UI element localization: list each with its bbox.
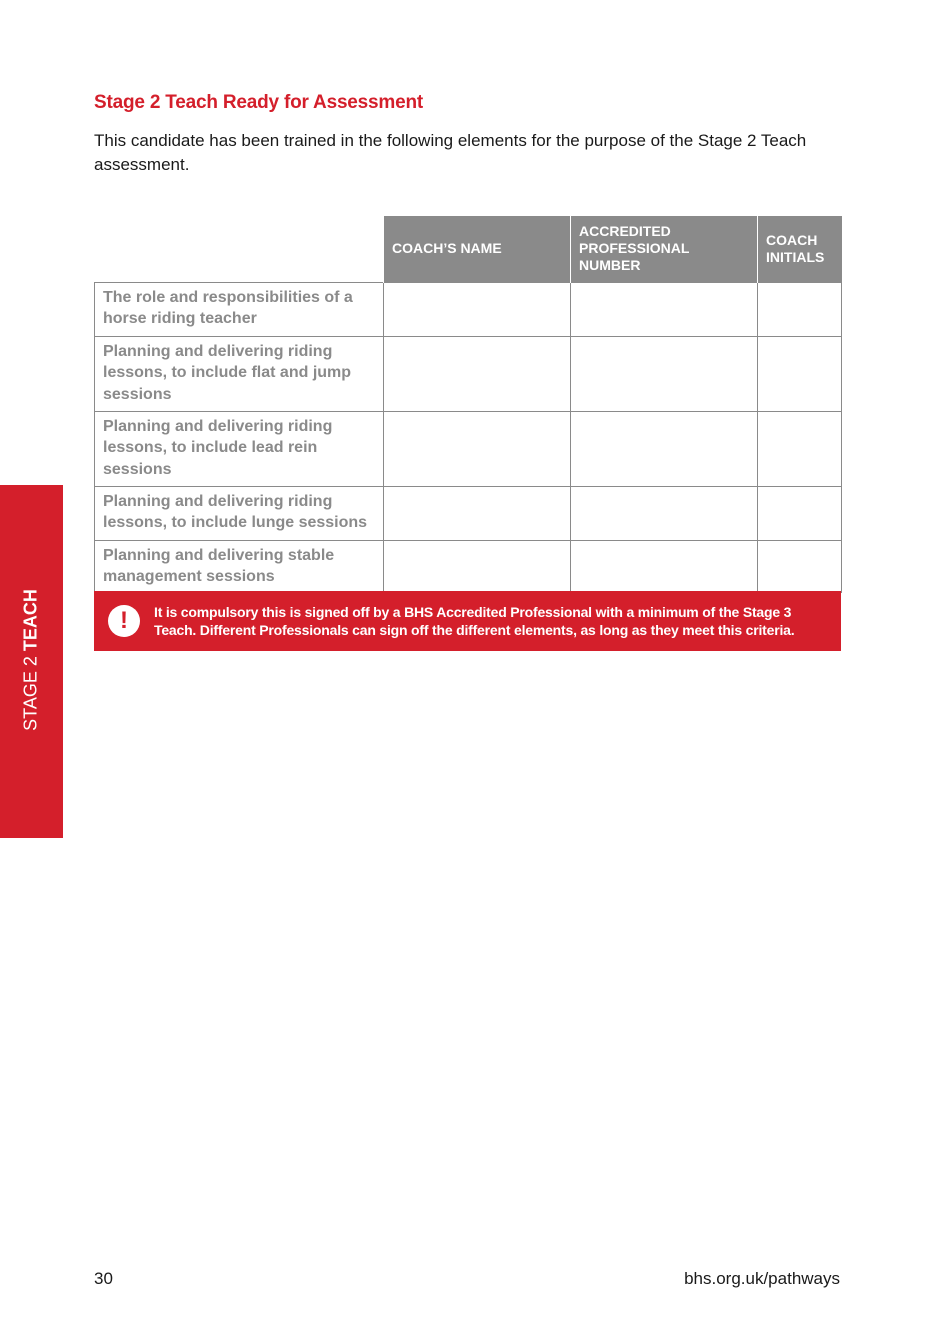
coach-initials-cell[interactable]	[758, 282, 842, 336]
notice-text: It is compulsory this is signed off by a BHS Accredited Professional with a minimum of the Stage 3 Teach. Different Professionals can sign off the different elements, as long as they meet this criteria.	[154, 604, 795, 638]
element-label: The role and responsibilities of a horse riding teacher	[95, 282, 384, 336]
element-label: Planning and delivering riding lessons, to include lead rein sessions	[95, 411, 384, 486]
coach-name-cell[interactable]	[384, 540, 571, 592]
table-row	[95, 486, 842, 540]
element-label: Planning and delivering riding lessons, to include flat and jump sessions	[95, 336, 384, 411]
coach-name-cell[interactable]	[384, 336, 571, 411]
professional-number-cell[interactable]	[571, 540, 758, 592]
coach-initials-cell[interactable]	[758, 540, 842, 592]
table-row	[95, 411, 842, 486]
professional-number-cell[interactable]	[571, 336, 758, 411]
header-blank-cell	[95, 216, 384, 282]
page-title: Stage 2 Teach Ready for Assessment	[94, 92, 424, 113]
coach-name-cell[interactable]	[384, 486, 571, 540]
table-header-row	[95, 216, 842, 282]
coach-initials-cell[interactable]	[758, 486, 842, 540]
section-side-label	[21, 589, 42, 731]
coach-initials-cell[interactable]	[758, 411, 842, 486]
exclamation-icon: !	[108, 605, 140, 637]
intro-text: This candidate has been trained in the following elements for the purpose of the Stage 2 Teach assessment.	[94, 131, 807, 174]
professional-number-cell[interactable]	[571, 411, 758, 486]
professional-number-cell[interactable]	[571, 282, 758, 336]
table-row	[95, 282, 842, 336]
table-row	[95, 336, 842, 411]
element-label: Planning and delivering riding lessons, to include lunge sessions	[95, 486, 384, 540]
table-row	[95, 540, 842, 592]
header-coach-name: COACH’S NAME	[384, 216, 571, 282]
page-number: 30	[94, 1269, 113, 1288]
footer-url: bhs.org.uk/pathways	[684, 1269, 840, 1288]
header-coach-initials: COACH INITIALS	[758, 216, 842, 282]
compulsory-notice-banner	[94, 591, 841, 651]
side-label-emphasis: TEACH	[20, 589, 41, 652]
element-label: Planning and delivering stable management sessions	[95, 540, 384, 592]
header-professional-number: ACCREDITED PROFESSIONAL NUMBER	[571, 216, 758, 282]
coach-name-cell[interactable]	[384, 411, 571, 486]
professional-number-cell[interactable]	[571, 486, 758, 540]
coach-name-cell[interactable]	[384, 282, 571, 336]
side-label-prefix: STAGE 2	[20, 651, 41, 731]
training-elements-table	[94, 216, 842, 593]
coach-initials-cell[interactable]	[758, 336, 842, 411]
